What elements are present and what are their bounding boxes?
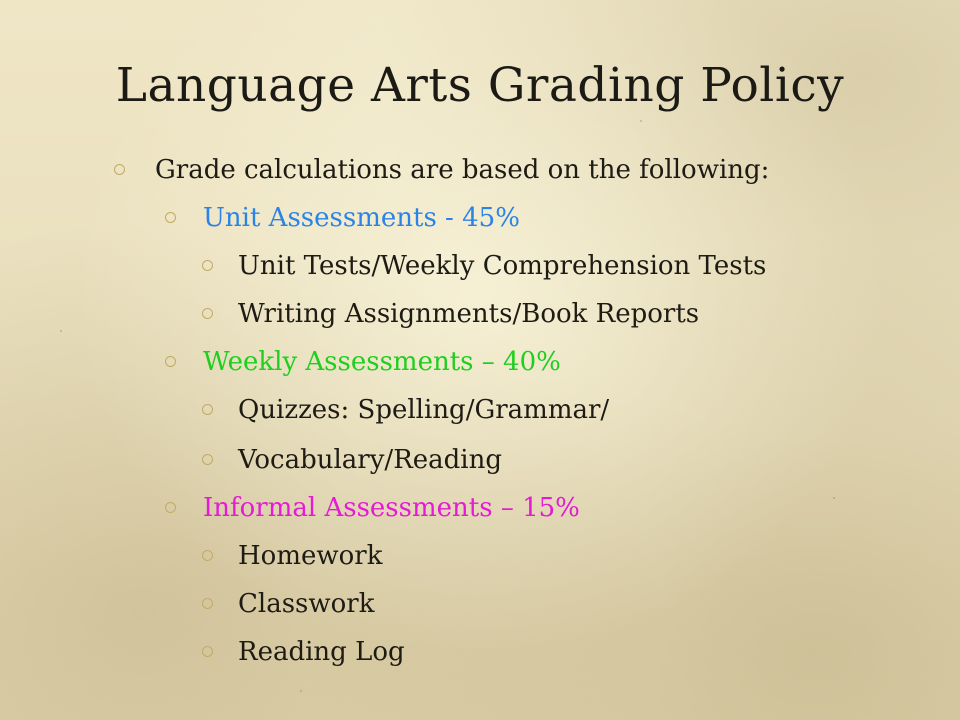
- circle-bullet-icon: [202, 260, 213, 271]
- circle-bullet-icon: [165, 502, 176, 513]
- item-text: Writing Assignments/Book Reports: [238, 299, 700, 329]
- circle-bullet-icon: [202, 308, 213, 319]
- texture-speck: [833, 497, 835, 499]
- circle-bullet-icon: [202, 598, 213, 609]
- item-text: Quizzes: Spelling/Grammar/: [238, 395, 610, 425]
- circle-bullet-icon: [165, 356, 176, 367]
- texture-speck: [60, 330, 62, 332]
- category-label: Unit Assessments - 45%: [203, 203, 520, 233]
- circle-bullet-icon: [114, 164, 125, 175]
- category-label: Weekly Assessments – 40%: [203, 347, 561, 377]
- item-text: Classwork: [238, 589, 375, 619]
- item-text: Reading Log: [238, 637, 405, 667]
- item-text: Unit Tests/Weekly Comprehension Tests: [238, 251, 767, 281]
- item-text: Homework: [238, 541, 383, 571]
- item-text: Vocabulary/Reading: [238, 445, 502, 475]
- circle-bullet-icon: [202, 404, 213, 415]
- circle-bullet-icon: [202, 454, 213, 465]
- circle-bullet-icon: [165, 212, 176, 223]
- circle-bullet-icon: [202, 550, 213, 561]
- texture-speck: [640, 120, 642, 122]
- intro-text: Grade calculations are based on the following:: [155, 155, 770, 185]
- texture-speck: [300, 690, 302, 692]
- slide-title: Language Arts Grading Policy: [115, 58, 845, 113]
- category-label: Informal Assessments – 15%: [203, 493, 580, 523]
- circle-bullet-icon: [202, 646, 213, 657]
